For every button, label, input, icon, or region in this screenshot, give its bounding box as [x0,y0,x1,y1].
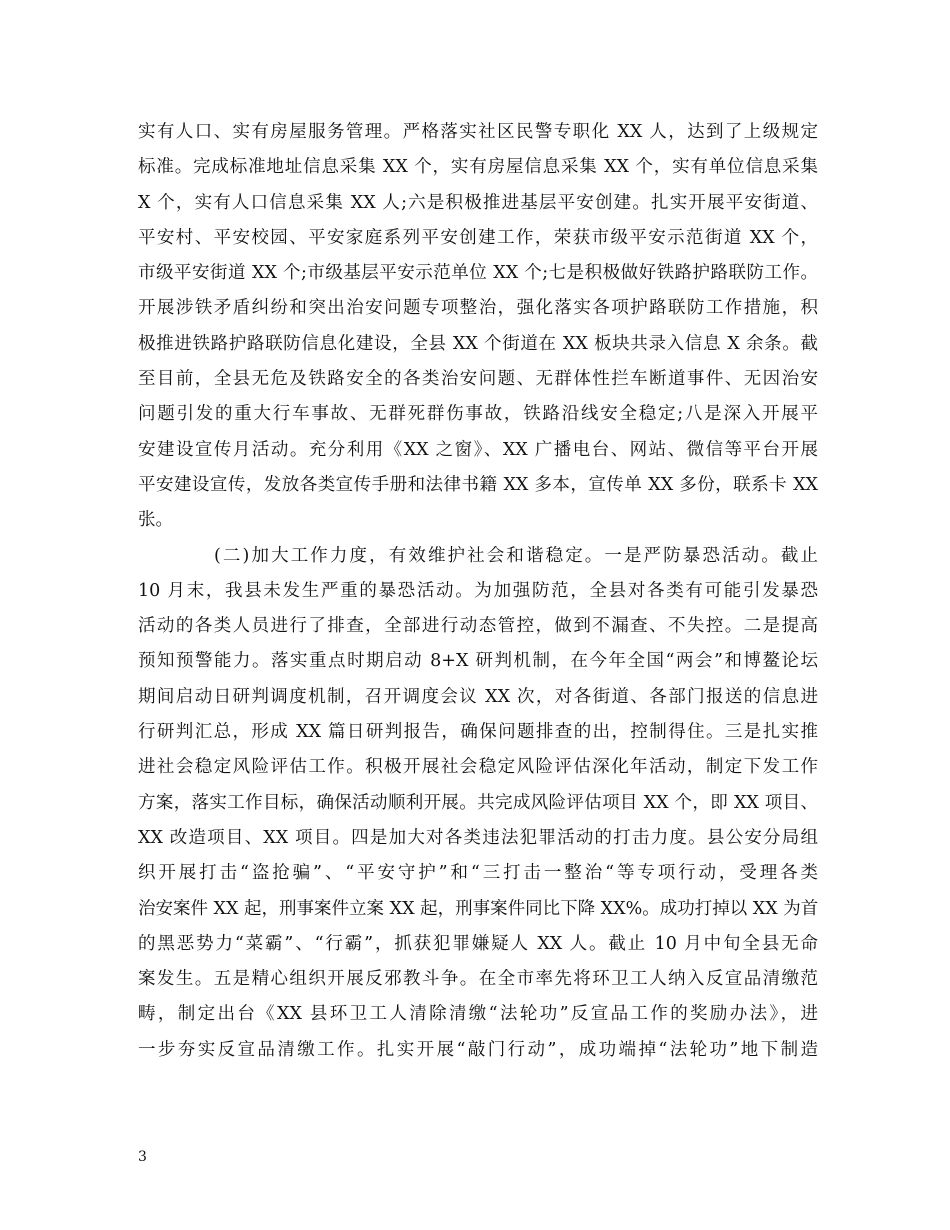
text-line: 市级平安街道 XX 个;市级基层平安示范单位 XX 个;七是积极做好铁路护路联防工作。 [138,263,818,284]
text-line: 标准。完成标准地址信息采集 XX 个，实有房屋信息采集 XX 个，实有单位信息采集 [138,157,818,178]
text-line: 方案，落实工作目标，确保活动顺利开展。共完成风险评估项目 XX 个，即 XX 项目、 [138,792,818,813]
text-line: 实有人口、实有房屋服务管理。严格落实社区民警专职化 XX 人，达到了上级规定 [138,122,818,142]
text-line: XX 改造项目、XX 项目。四是加大对各类违法犯罪活动的打击力度。县公安分局组 [138,827,818,848]
text-line: 至目前，全县无危及铁路安全的各类治安问题、无群体性拦车断道事件、无因治安 [138,369,818,390]
text-line: 期间启动日研判调度机制，召开调度会议 XX 次，对各街道、各部门报送的信息进 [138,686,818,707]
text-line: 10 月末，我县未发生严重的暴恐活动。为加强防范，全县对各类有可能引发暴恐 [138,580,818,601]
body-text [138,115,818,1068]
text-line: 平安建设宣传，发放各类宣传手册和法律书籍 XX 多本，宣传单 XX 多份，联系卡 XX [138,474,818,495]
text-line: 活动的各类人员进行了排查，全部进行动态管控，做到不漏查、不失控。二是提高 [138,616,818,637]
text-line: 织开展打击“盗抢骗”、“平安守护”和“三打击一整治“等专项行动，受理各类 [138,863,818,884]
text-line: 问题引发的重大行车事故、无群死群伤事故，铁路沿线安全稳定;八是深入开展平 [138,404,818,425]
text-line: 畴，制定出台《XX 县环卫工人清除清缴“法轮功”反宣品工作的奖励办法》，进 [138,1004,818,1025]
text-line: X 个，实有人口信息采集 XX 人;六是积极推进基层平安创建。扎实开展平安街道、 [138,192,818,213]
text-line: 进社会稳定风险评估工作。积极开展社会稳定风险评估深化年活动，制定下发工作 [138,757,818,778]
text-line: 的黑恶势力“菜霸”、“行霸”，抓获犯罪嫌疑人 XX 人。截止 10 月中旬全县无命 [138,933,818,954]
text-line: 平安村、平安校园、平安家庭系列平安创建工作，荣获市级平安示范街道 XX 个， [138,227,818,248]
paragraph-start-line: (二)加大工作力度，有效维护社会和谐稳定。一是严防暴恐活动。截止 [214,545,818,566]
text-line: 一步夯实反宣品清缴工作。扎实开展“敲门行动”，成功端掉“法轮功”地下制造 [138,1039,818,1060]
text-line: 行研判汇总，形成 XX 篇日研判报告，确保问题排查的出，控制得住。三是扎实推 [138,722,818,743]
text-line: 极推进铁路护路联防信息化建设，全县 XX 个街道在 XX 板块共录入信息 X 余条。截 [138,333,818,354]
text-line: 治安案件 XX 起，刑事案件立案 XX 起，刑事案件同比下降 XX%。成功打掉以 XX 为首 [138,898,819,919]
text-line: 预知预警能力。落实重点时期启动 8+X 研判机制，在今年全国“两会”和博鳌论坛 [138,651,818,672]
page-number: 3 [138,1149,147,1165]
text-line: 安建设宣传月活动。充分利用《XX 之窗》、XX 广播电台、网站、微信等平台开展 [138,439,818,460]
text-line: 张。 [138,510,173,531]
text-line: 案发生。五是精心组织开展反邪教斗争。在全市率先将环卫工人纳入反宣品清缴范 [138,969,818,990]
text-line: 开展涉铁矛盾纠纷和突出治安问题专项整治，强化落实各项护路联防工作措施，积 [138,298,818,319]
